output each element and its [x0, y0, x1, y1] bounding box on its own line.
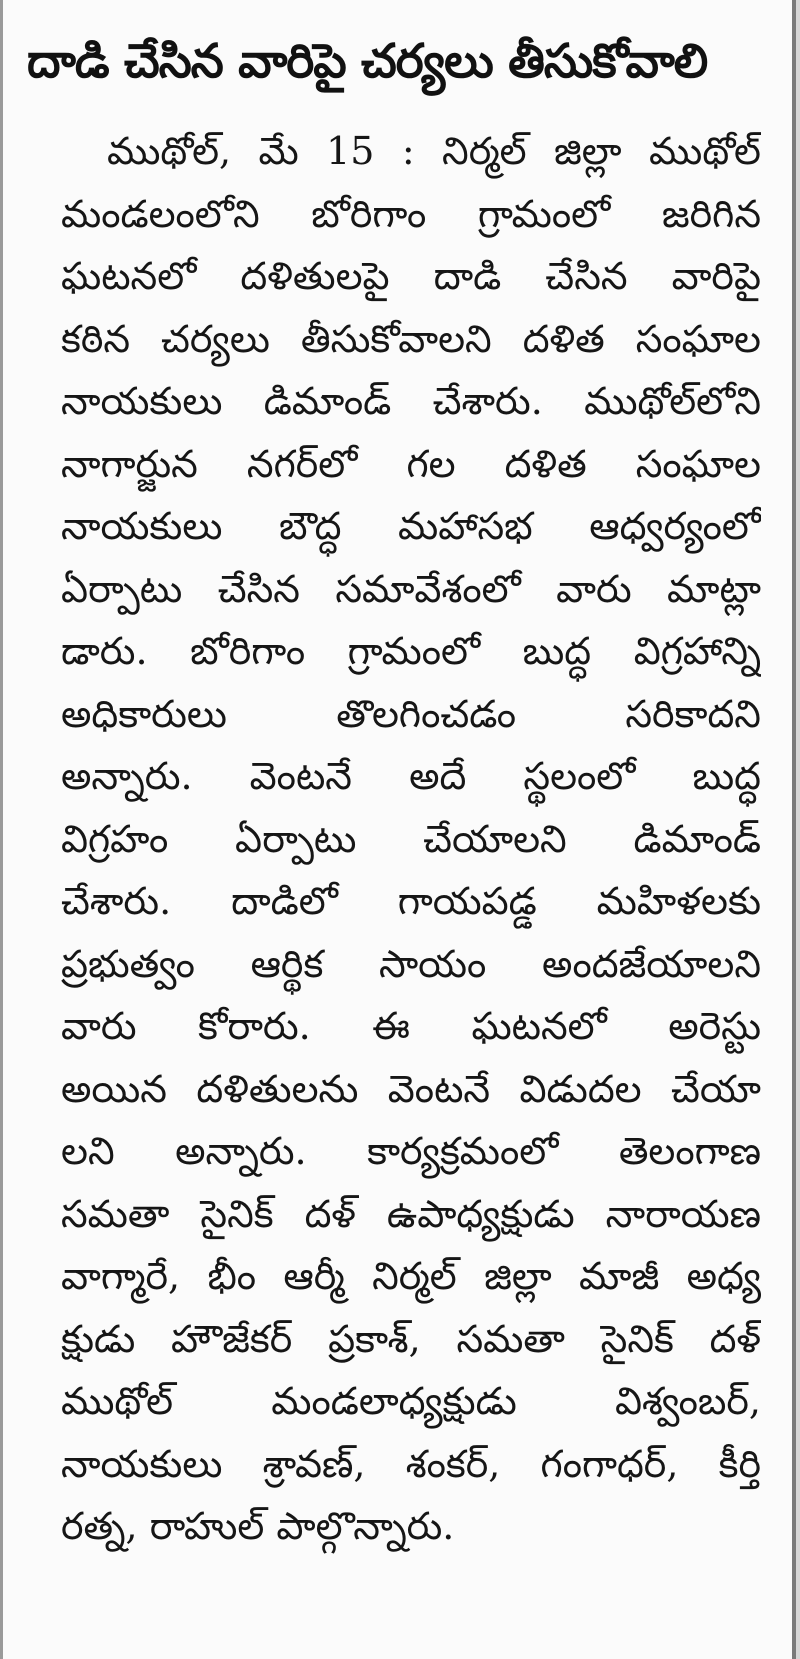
- article-line: అయిన దళితులను వెంటనే విడుదల చేయా: [61, 1066, 761, 1111]
- article-line: నాయకులు డిమాండ్ చేశారు. ముథోల్‌లోని: [61, 379, 761, 423]
- article-line: ప్రభుత్వం ఆర్థిక సాయం అందజేయాలని: [61, 941, 761, 986]
- article-line: చేశారు. దాడిలో గాయపడ్డ మహిళలకు: [61, 879, 761, 923]
- article-line: డారు. బోరిగాం గ్రామంలో బుద్ధ విగ్రహాన్ని: [61, 629, 761, 673]
- article-line: సమతా సైనిక్ దళ్ ఉపాధ్యక్షుడు నారాయణ: [61, 1191, 761, 1236]
- article-line: లని అన్నారు. కార్యక్రమంలో తెలంగాణ: [61, 1129, 761, 1173]
- article-line: క్షుడు హౌజేకర్ ప్రకాశ్, సమతా సైనిక్ దళ్: [61, 1316, 761, 1361]
- article-line: ముథోల్, మే 15 : నిర్మల్ జిల్లా ముథోల్: [107, 129, 761, 173]
- article-line: ముథోల్ మండలాధ్యక్షుడు విశ్వంబర్,: [61, 1379, 761, 1423]
- article-line: అన్నారు. వెంటనే అదే స్థలంలో బుద్ధ: [61, 754, 761, 798]
- article-headline: దాడి చేసిన వారిపై చర్యలు తీసుకోవాలి: [27, 34, 708, 89]
- cut-off-top-text: [153, 0, 313, 8]
- article-line: నాగార్జున నగర్‌లో గల దళిత సంఘాల: [61, 441, 761, 486]
- article-line: రత్న, రాహుల్ పాల్గొన్నారు.: [61, 1504, 455, 1548]
- article-line: నాయకులు శ్రావణ్, శంకర్, గంగాధర్, కీర్తి: [61, 1441, 761, 1486]
- article-line: వాగ్మారే, భీం ఆర్మీ నిర్మల్ జిల్లా మాజీ అధ్య: [61, 1254, 761, 1298]
- article-line: కఠిన చర్యలు తీసుకోవాలని దళిత సంఘాల: [61, 316, 761, 361]
- article-line: ఘటనలో దళితులపై దాడి చేసిన వారిపై: [61, 254, 761, 298]
- article-line: వారు కోరారు. ఈ ఘటనలో అరెస్టు: [61, 1004, 761, 1048]
- article-line: అధికారులు తొలగించడం సరికాదని: [61, 691, 761, 736]
- article-line: నాయకులు బౌద్ధ మహాసభ ఆధ్వర్యంలో: [61, 504, 761, 548]
- article-line: విగ్రహం ఏర్పాటు చేయాలని డిమాండ్: [61, 816, 761, 861]
- article-body: [61, 120, 761, 1558]
- article-line: మండలంలోని బోరిగాం గ్రామంలో జరిగిన: [61, 191, 761, 236]
- article-line: ఏర్పాటు చేసిన సమావేశంలో వారు మాట్లా: [61, 566, 761, 611]
